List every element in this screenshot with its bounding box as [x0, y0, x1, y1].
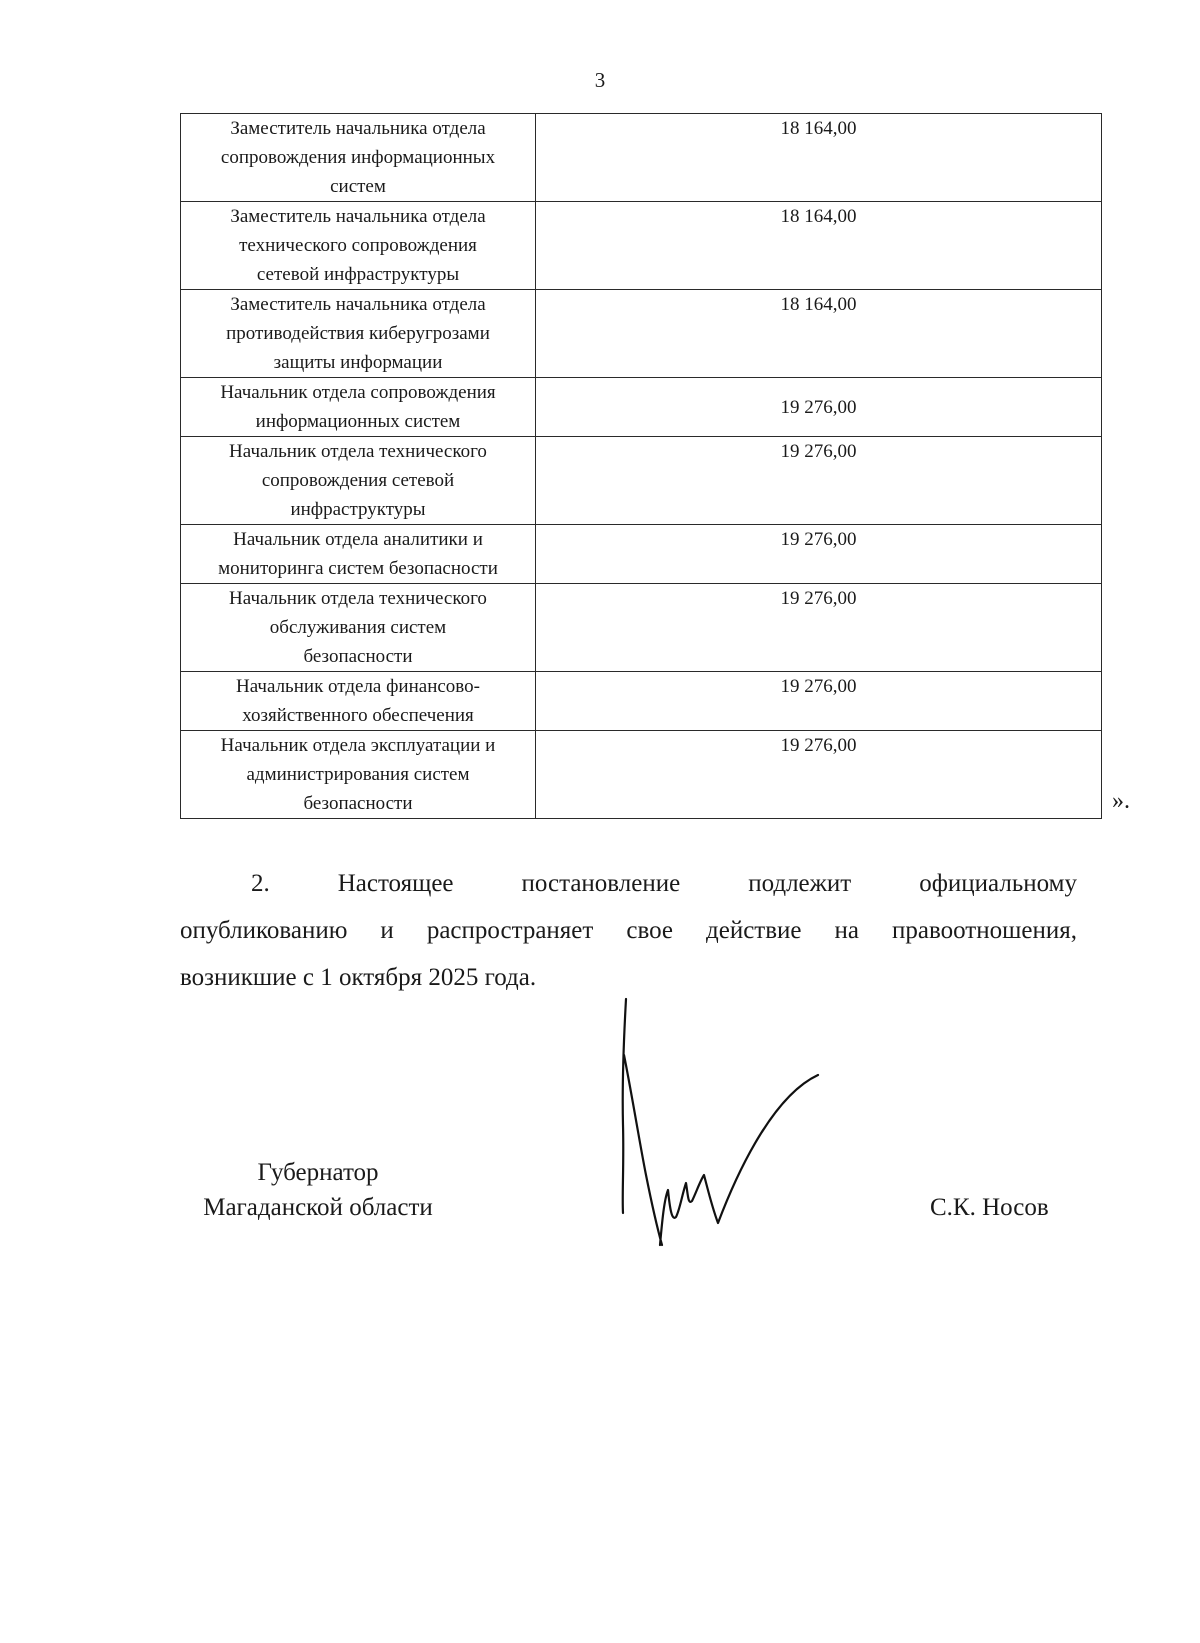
position-line: Заместитель начальника отдела [230, 294, 486, 315]
signatory-title-line-2: Магаданской области [203, 1194, 433, 1221]
paragraph-word: на [834, 917, 860, 944]
page-number: 3 [594, 68, 606, 92]
table-row [181, 114, 1102, 202]
salary-table-body [181, 114, 1102, 819]
paragraph-line-2 [180, 907, 1077, 954]
position-line: администрирования систем [246, 764, 470, 785]
position-line: инфраструктуры [290, 499, 426, 520]
table-row [181, 290, 1102, 378]
salary-table [180, 113, 1102, 819]
paragraph-word: 2. [251, 870, 270, 897]
position-cell [181, 584, 536, 672]
position-line: систем [330, 176, 386, 197]
paragraph-2 [180, 860, 1077, 1001]
paragraph-line-1 [180, 860, 1077, 907]
position-line: сопровождения информационных [220, 147, 496, 168]
position-cell [181, 378, 536, 437]
position-line: хозяйственного обеспечения [242, 705, 474, 726]
position-line: Начальник отдела технического [229, 441, 487, 462]
closing-quote: ». [1112, 788, 1130, 814]
position-line: безопасности [303, 793, 413, 814]
salary-cell: 19 276,00 [536, 525, 1102, 584]
position-cell [181, 437, 536, 525]
table-row [181, 202, 1102, 290]
salary-cell: 19 276,00 [536, 437, 1102, 525]
position-cell [181, 525, 536, 584]
position-line: технического сопровождения [239, 235, 477, 256]
position-line: обслуживания систем [269, 617, 447, 638]
salary-cell: 19 276,00 [536, 378, 1102, 437]
position-cell [181, 202, 536, 290]
paragraph-word: свое [626, 917, 673, 944]
paragraph-word: и [380, 917, 394, 944]
salary-cell: 19 276,00 [536, 672, 1102, 731]
position-line: защиты информации [273, 352, 443, 373]
paragraph-word: распространяет [426, 917, 594, 944]
position-line: Начальник отдела сопровождения [220, 382, 496, 403]
position-line: противодействия киберугрозами [226, 323, 490, 344]
signatory-name: С.К. Носов [930, 1194, 1049, 1221]
handwritten-signature-icon [600, 995, 840, 1265]
position-line: Начальник отдела эксплуатации и [220, 735, 496, 756]
position-cell [181, 290, 536, 378]
position-line: Начальник отдела финансово- [236, 676, 480, 697]
position-line: Начальник отдела аналитики и [233, 529, 483, 550]
paragraph-word: официальному [919, 870, 1077, 897]
position-cell [181, 114, 536, 202]
signatory-title [180, 1155, 456, 1225]
table-row [181, 525, 1102, 584]
paragraph-word: постановление [521, 870, 681, 897]
position-cell [181, 672, 536, 731]
signatory-title-line-1: Губернатор [257, 1159, 379, 1186]
table-row [181, 378, 1102, 437]
paragraph-line-3: возникшие с 1 октября 2025 года. [180, 964, 537, 991]
table-row [181, 584, 1102, 672]
salary-cell: 18 164,00 [536, 290, 1102, 378]
position-line: информационных систем [255, 411, 461, 432]
paragraph-word: Настоящее [337, 870, 454, 897]
position-cell [181, 731, 536, 819]
position-line: Начальник отдела технического [229, 588, 487, 609]
position-line: сопровождения сетевой [261, 470, 455, 491]
salary-cell: 19 276,00 [536, 584, 1102, 672]
position-line: мониторинга систем безопасности [218, 558, 498, 579]
position-line: безопасности [303, 646, 413, 667]
paragraph-word: опубликованию [180, 917, 348, 944]
position-line: сетевой инфраструктуры [256, 264, 460, 285]
table-row [181, 437, 1102, 525]
paragraph-word: подлежит [748, 870, 852, 897]
paragraph-word: действие [706, 917, 802, 944]
table-row [181, 731, 1102, 819]
salary-cell: 19 276,00 [536, 731, 1102, 819]
salary-cell: 18 164,00 [536, 114, 1102, 202]
salary-cell: 18 164,00 [536, 202, 1102, 290]
paragraph-word: правоотношения, [892, 917, 1077, 944]
position-line: Заместитель начальника отдела [230, 206, 486, 227]
table-row [181, 672, 1102, 731]
position-line: Заместитель начальника отдела [230, 118, 486, 139]
